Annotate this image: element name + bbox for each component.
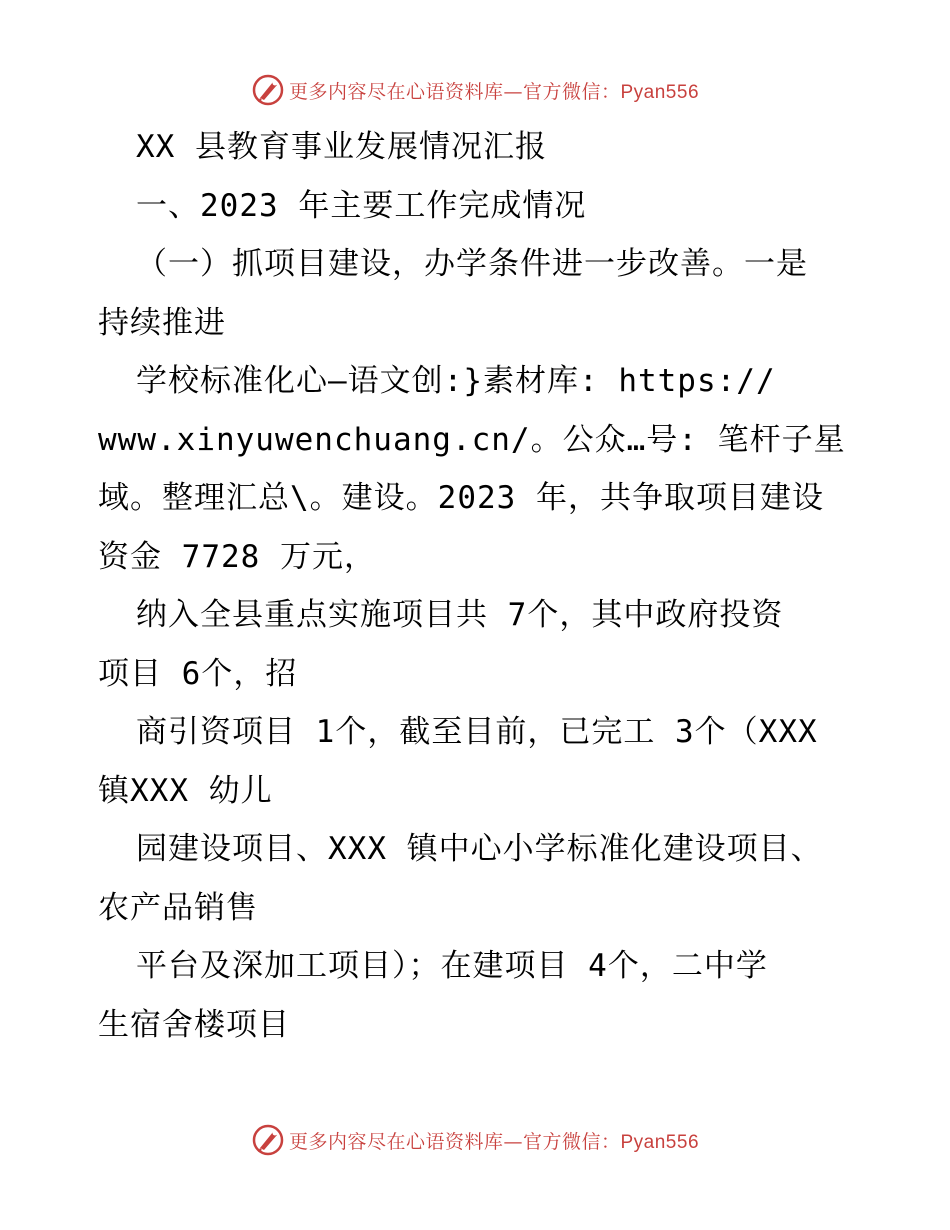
paragraph-line: 学校标准化心—语文创:}素材库: https:// bbox=[136, 363, 776, 399]
watermark-wechat-id: Pyan556 bbox=[620, 1131, 700, 1153]
paragraph-line: 纳入全县重点实施项目共 7个，其中政府投资 bbox=[136, 597, 784, 633]
quill-pen-icon bbox=[251, 73, 285, 107]
watermark-wechat-label: 官方微信： bbox=[522, 1130, 621, 1153]
watermark-footer bbox=[0, 1122, 950, 1158]
watermark-site-text: 更多内容尽在心语资料库 bbox=[288, 1130, 504, 1153]
paragraph-line: （一）抓项目建设，办学条件进一步改善。一是 bbox=[136, 246, 808, 282]
paragraph-line: 平台及深加工项目）；在建项目 4个，二中学 bbox=[136, 948, 768, 984]
paragraph-line: 生宿舍楼项目 bbox=[98, 1006, 290, 1043]
watermark-wechat-id: Pyan556 bbox=[620, 81, 700, 103]
watermark-header bbox=[0, 72, 950, 108]
paragraph-line: www.xinyuwenchuang.cn/。公众…号: 笔杆子星 bbox=[98, 421, 846, 458]
document-body bbox=[98, 118, 858, 1054]
watermark-site-text: 更多内容尽在心语资料库 bbox=[288, 80, 504, 103]
paragraph-line: 商引资项目 1个，截至目前，已完工 3个（XXX bbox=[136, 714, 818, 750]
paragraph-line: 持续推进 bbox=[98, 304, 226, 341]
paragraph-line: 农产品销售 bbox=[98, 889, 258, 926]
paragraph-line: 项目 6个，招 bbox=[98, 655, 298, 692]
watermark-dash: — bbox=[503, 1130, 523, 1153]
paragraph-line: 镇XXX 幼儿 bbox=[98, 772, 273, 809]
section-heading: 一、2023 年主要工作完成情况 bbox=[136, 187, 587, 224]
paragraph-line: 域。整理汇总\。建设。2023 年，共争取项目建设 bbox=[98, 480, 824, 516]
quill-pen-icon bbox=[251, 1123, 285, 1157]
watermark-dash: — bbox=[503, 80, 523, 103]
document-title: XX 县教育事业发展情况汇报 bbox=[136, 129, 547, 165]
watermark-wechat-label: 官方微信： bbox=[522, 80, 621, 103]
paragraph-line: 资金 7728 万元， bbox=[98, 538, 376, 575]
paragraph-line: 园建设项目、XXX 镇中心小学标准化建设项目、 bbox=[136, 831, 823, 867]
